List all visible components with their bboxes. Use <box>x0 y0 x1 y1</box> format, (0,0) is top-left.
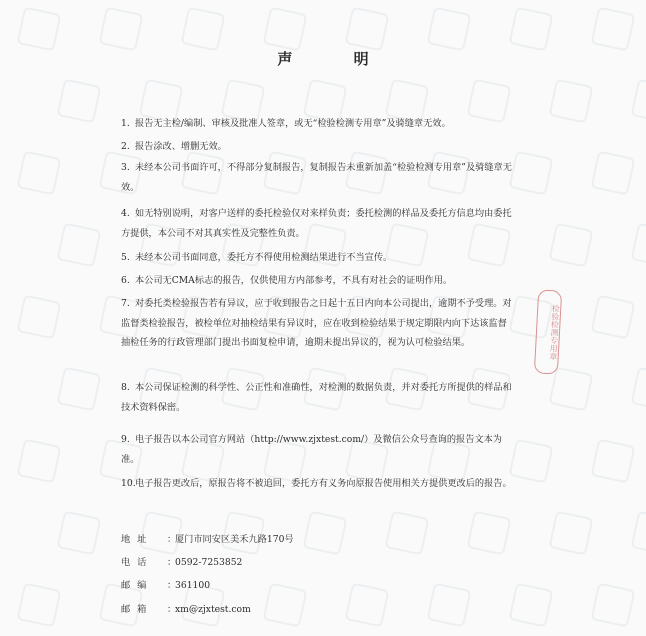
item-text: 电子报告更改后，原报告将不被追回，委托方有义务向原报告使用相关方提供更改后的报告。 <box>135 478 512 489</box>
item-text: 报告涂改、增删无效。 <box>135 141 227 152</box>
watermark-tile <box>508 6 553 51</box>
watermark-tile <box>56 78 101 123</box>
watermark-tile <box>16 150 61 195</box>
item-number: 7. <box>121 298 130 309</box>
contact-value: xm@zjxtest.com <box>175 604 251 615</box>
watermark-tile <box>138 510 183 555</box>
watermark-tile <box>590 6 635 51</box>
contact-label: 邮 编 <box>121 580 149 591</box>
page-title: 声 明 <box>277 50 397 68</box>
watermark-tile <box>16 438 61 483</box>
watermark-tile <box>590 582 635 627</box>
watermark-tile <box>426 582 471 627</box>
watermark-tile <box>98 6 143 51</box>
statement-item <box>121 158 516 197</box>
watermark-tile <box>548 366 593 411</box>
seam-stamp: 检验检测专用章 <box>534 289 562 374</box>
contact-label: 邮 箱 <box>121 604 149 615</box>
watermark-tile <box>180 6 225 51</box>
item-text: 本公司保证检测的科学性、公正性和准确性，对检测的数据负责，并对委托方所提供的样品和技术资料保密。 <box>121 382 512 413</box>
contact-email <box>121 604 251 616</box>
watermark-tile <box>508 582 553 627</box>
watermark-tile <box>630 222 646 267</box>
watermark-tile <box>262 6 307 51</box>
contact-label: 电 话 <box>121 557 149 568</box>
watermark-tile <box>16 6 61 51</box>
statement-item <box>121 271 516 291</box>
statement-item <box>121 294 516 353</box>
watermark-tile <box>630 366 646 411</box>
contact-colon: ： <box>167 580 177 591</box>
watermark-tile <box>548 78 593 123</box>
item-number: 6. <box>121 275 130 286</box>
item-number: 1. <box>121 118 130 129</box>
watermark-tile <box>220 510 265 555</box>
item-text: 如无特别说明，对客户送样的委托检验仅对来样负责；委托检测的样品及委托方信息均由委托方提供，本公司不对其真实性及完整性负责。 <box>121 208 512 239</box>
watermark-tile <box>16 582 61 627</box>
watermark-tile <box>344 582 389 627</box>
contact-value: 厦门市同安区美禾九路170号 <box>175 534 294 545</box>
item-number: 10. <box>121 478 136 489</box>
contact-label: 地 址 <box>121 534 149 545</box>
item-number: 2. <box>121 141 130 152</box>
watermark-tile <box>426 6 471 51</box>
watermark-tile <box>466 510 511 555</box>
contact-address <box>121 534 294 546</box>
item-text: 未经本公司书面同意，委托方不得使用检测结果进行不当宣传。 <box>135 252 393 263</box>
watermark-tile <box>56 510 101 555</box>
watermark-tile <box>590 150 635 195</box>
statement-item <box>121 474 516 494</box>
contact-colon: ： <box>167 534 177 545</box>
contact-colon: ： <box>167 604 177 615</box>
statement-item <box>121 430 516 469</box>
contact-phone <box>121 557 242 569</box>
statement-item <box>121 114 516 134</box>
item-text: 电子报告以本公司官方网站（http://www.zjxtest.com/）及微信公众号查询的报告文本为准。 <box>121 434 502 465</box>
item-number: 5. <box>121 252 130 263</box>
watermark-tile <box>590 294 635 339</box>
contact-colon: ： <box>167 557 177 568</box>
item-number: 8. <box>121 382 130 393</box>
item-number: 4. <box>121 208 130 219</box>
watermark-tile <box>56 366 101 411</box>
item-text: 对委托类检验报告若有异议，应于收到报告之日起十五日内向本公司提出，逾期不予受理。对监督类检验报告，被检单位对抽检结果有异议时，应在收到检验结果于规定期限内向下达该监督抽检任务的行政管理部门提出书面复检申请，逾期未提出异议的，视为认可检验结果。 <box>121 298 512 348</box>
item-text: 未经本公司书面许可，不得部分复制报告，复制报告未重新加盖“检验检测专用章”及骑缝章无效。 <box>121 162 512 193</box>
statement-item <box>121 248 516 268</box>
watermark-tile <box>548 222 593 267</box>
watermark-tile <box>344 6 389 51</box>
watermark-tile <box>630 78 646 123</box>
watermark-tile <box>262 582 307 627</box>
item-text: 本公司无CMA标志的报告，仅供使用方内部参考，不具有对社会的证明作用。 <box>135 275 453 286</box>
item-number: 3. <box>121 162 130 173</box>
statement-item <box>121 204 516 243</box>
watermark-tile <box>56 222 101 267</box>
statement-item <box>121 137 516 157</box>
statement-item <box>121 378 516 417</box>
contact-value: 361100 <box>175 580 211 591</box>
watermark-tile <box>302 510 347 555</box>
watermark-tile <box>548 510 593 555</box>
watermark-tile <box>16 294 61 339</box>
watermark-tile <box>630 510 646 555</box>
item-number: 9. <box>121 434 130 445</box>
item-text: 报告无主检/编制、审核及批准人签章，或无“检验检测专用章”及骑缝章无效。 <box>135 118 451 129</box>
watermark-tile <box>384 510 429 555</box>
contact-value: 0592-7253852 <box>175 557 243 568</box>
contact-postcode <box>121 580 210 592</box>
watermark-tile <box>590 438 635 483</box>
